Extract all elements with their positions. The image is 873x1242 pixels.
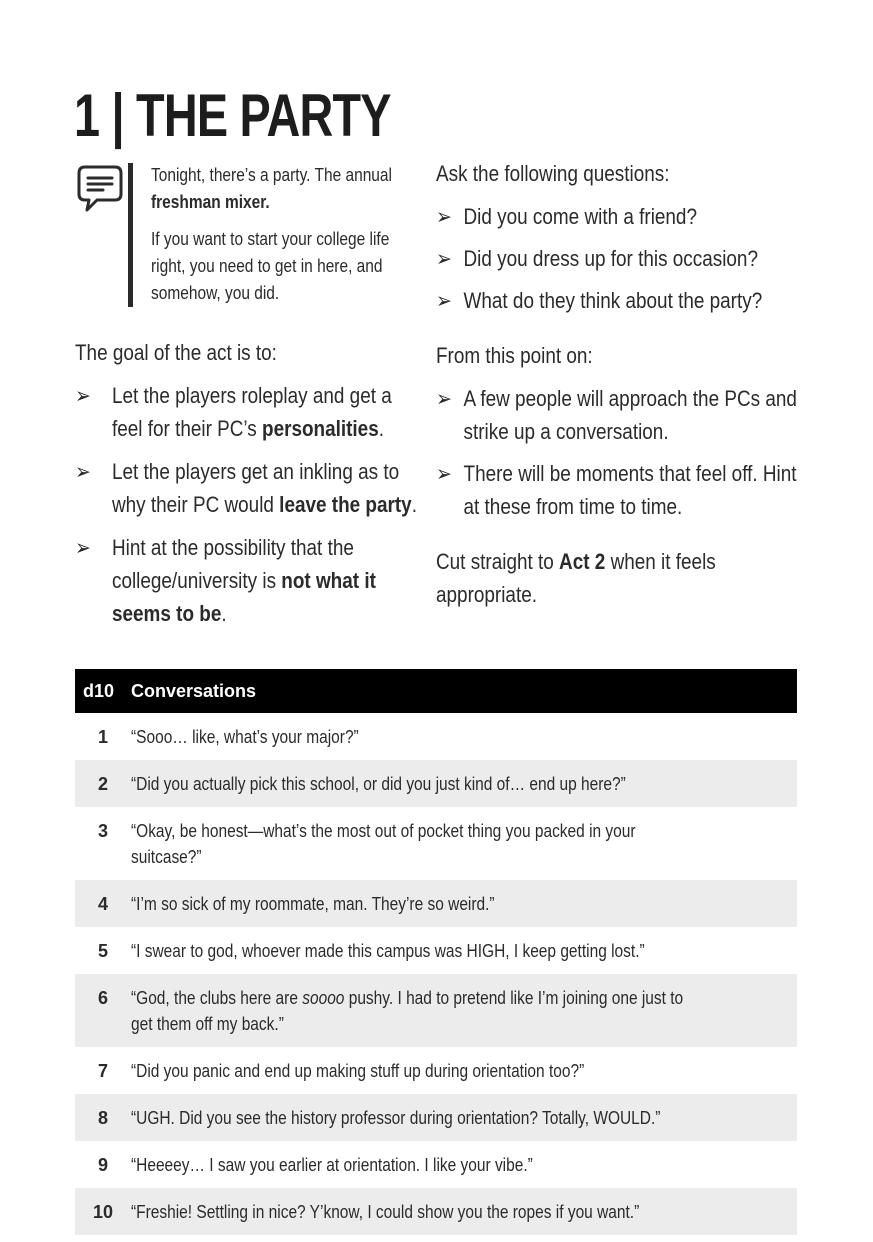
callout-divider (128, 163, 133, 307)
arrow-bullet-icon: ➢ (75, 459, 91, 484)
goal-item-end: . (411, 492, 417, 517)
row-text-pre: “Sooo… like, what’s your major?” (131, 727, 359, 747)
callout-text (151, 162, 409, 317)
cut-bold: Act 2 (559, 549, 606, 574)
arrow-bullet-icon: ➢ (436, 386, 452, 411)
callout-box (75, 162, 473, 312)
from-point-section (436, 339, 797, 523)
row-text-pre: “Freshie! Settling in nice? Y’know, I could show you the ropes if you want.” (131, 1202, 640, 1222)
question-item (436, 242, 797, 275)
table-header (75, 669, 797, 713)
table-row (75, 880, 797, 927)
table-row (75, 1141, 797, 1188)
goal-item-text: Let the players roleplay and get a feel for their PC’s (111, 383, 392, 441)
goal-item-text: Hint at the possibility that the college/university is (111, 535, 354, 593)
from-point-intro: From this point on: (436, 343, 593, 368)
conversations-table (75, 669, 797, 1235)
question-item (436, 200, 797, 233)
goal-item-bold: not what it seems to be (111, 568, 376, 626)
callout-line-1-bold: freshman mixer. (151, 192, 270, 212)
row-number: 10 (92, 1202, 114, 1222)
row-text (131, 1199, 704, 1225)
row-text-italic: soooo (302, 988, 345, 1008)
goal-item-end: . (378, 416, 384, 441)
row-number: 5 (97, 941, 108, 961)
callout-line-1 (151, 162, 409, 216)
row-text-pre: “Heeeey… I saw you earlier at orientation. I like your vibe.” (131, 1155, 533, 1175)
question-item (436, 284, 797, 317)
table-row (75, 1188, 797, 1235)
cut-text: Cut straight to (436, 549, 560, 574)
questions-intro: Ask the following questions: (436, 161, 670, 186)
row-number: 9 (97, 1155, 108, 1175)
goal-item-bold: personalities (262, 416, 379, 441)
row-number: 1 (97, 727, 108, 747)
left-column (75, 162, 473, 640)
goal-section (75, 336, 417, 630)
row-text-pre: “Did you actually pick this school, or did you just kind of… end up here?” (131, 774, 626, 794)
table-row (75, 807, 797, 880)
goal-item (75, 455, 417, 521)
goal-item-bold: leave the party (279, 492, 412, 517)
table-row (75, 927, 797, 974)
goal-list (75, 379, 417, 630)
question-text: Did you dress up for this occasion? (463, 246, 758, 271)
table-row (75, 974, 797, 1047)
arrow-bullet-icon: ➢ (436, 461, 452, 486)
row-text (131, 724, 704, 750)
cut-end: when it feels appropriate. (436, 549, 716, 607)
questions-list (436, 200, 797, 317)
row-text (131, 771, 704, 797)
arrow-bullet-icon: ➢ (436, 288, 452, 313)
table-row (75, 1094, 797, 1141)
row-number: 6 (97, 988, 108, 1008)
row-text (131, 1058, 704, 1084)
row-text (131, 938, 704, 964)
arrow-bullet-icon: ➢ (436, 204, 452, 229)
row-text (131, 1152, 704, 1178)
goal-item (75, 379, 417, 445)
header-die: d10 (83, 680, 115, 701)
goal-item-end: . (221, 601, 227, 626)
table-body (75, 713, 797, 1235)
row-number: 3 (97, 821, 108, 841)
row-text-post: pushy. I had to pretend like I’m joining one just to get them off my back.” (131, 988, 684, 1034)
questions-section (436, 157, 797, 317)
row-text (131, 818, 704, 870)
from-point-list (436, 382, 797, 523)
speech-bubble-icon (77, 164, 123, 212)
table-row (75, 760, 797, 807)
goal-item (75, 531, 417, 630)
row-text (131, 985, 704, 1037)
arrow-bullet-icon: ➢ (436, 246, 452, 271)
from-point-text: There will be moments that feel off. Hint at these from time to time. (463, 461, 797, 519)
row-number: 7 (97, 1061, 108, 1081)
from-point-item (436, 382, 797, 448)
callout-line-2: If you want to start your college life right, you need to get in here, and somehow, you did. (151, 229, 390, 303)
row-text-pre: “Did you panic and end up making stuff up during orientation too?” (131, 1061, 585, 1081)
arrow-bullet-icon: ➢ (75, 535, 91, 560)
goal-item-text: Let the players get an inkling as to why their PC would (111, 459, 400, 517)
row-text-pre: “God, the clubs here are (131, 988, 303, 1008)
table-row (75, 713, 797, 760)
row-text (131, 1105, 704, 1131)
goal-intro: The goal of the act is to: (75, 340, 277, 365)
row-number: 8 (97, 1108, 108, 1128)
question-text: What do they think about the party? (463, 288, 763, 313)
row-text-pre: “Okay, be honest—what’s the most out of pocket thing you packed in your suitcase?” (131, 821, 636, 867)
row-text (131, 891, 704, 917)
from-point-item (436, 457, 797, 523)
cut-paragraph (436, 545, 797, 611)
page-title: 1 | THE PARTY (74, 82, 391, 149)
header-title: Conversations (131, 680, 257, 701)
arrow-bullet-icon: ➢ (75, 383, 91, 408)
from-point-text: A few people will approach the PCs and strike up a conversation. (463, 386, 797, 444)
callout-line-1-text: Tonight, there’s a party. The annual (151, 165, 392, 185)
right-column (436, 157, 797, 611)
row-text-pre: “I’m so sick of my roommate, man. They’re so weird.” (131, 894, 495, 914)
row-number: 2 (97, 774, 108, 794)
table-row (75, 1047, 797, 1094)
row-text-pre: “I swear to god, whoever made this campus was HIGH, I keep getting lost.” (131, 941, 645, 961)
question-text: Did you come with a friend? (463, 204, 697, 229)
row-text-pre: “UGH. Did you see the history professor during orientation? Totally, WOULD.” (131, 1108, 661, 1128)
row-number: 4 (97, 894, 108, 914)
